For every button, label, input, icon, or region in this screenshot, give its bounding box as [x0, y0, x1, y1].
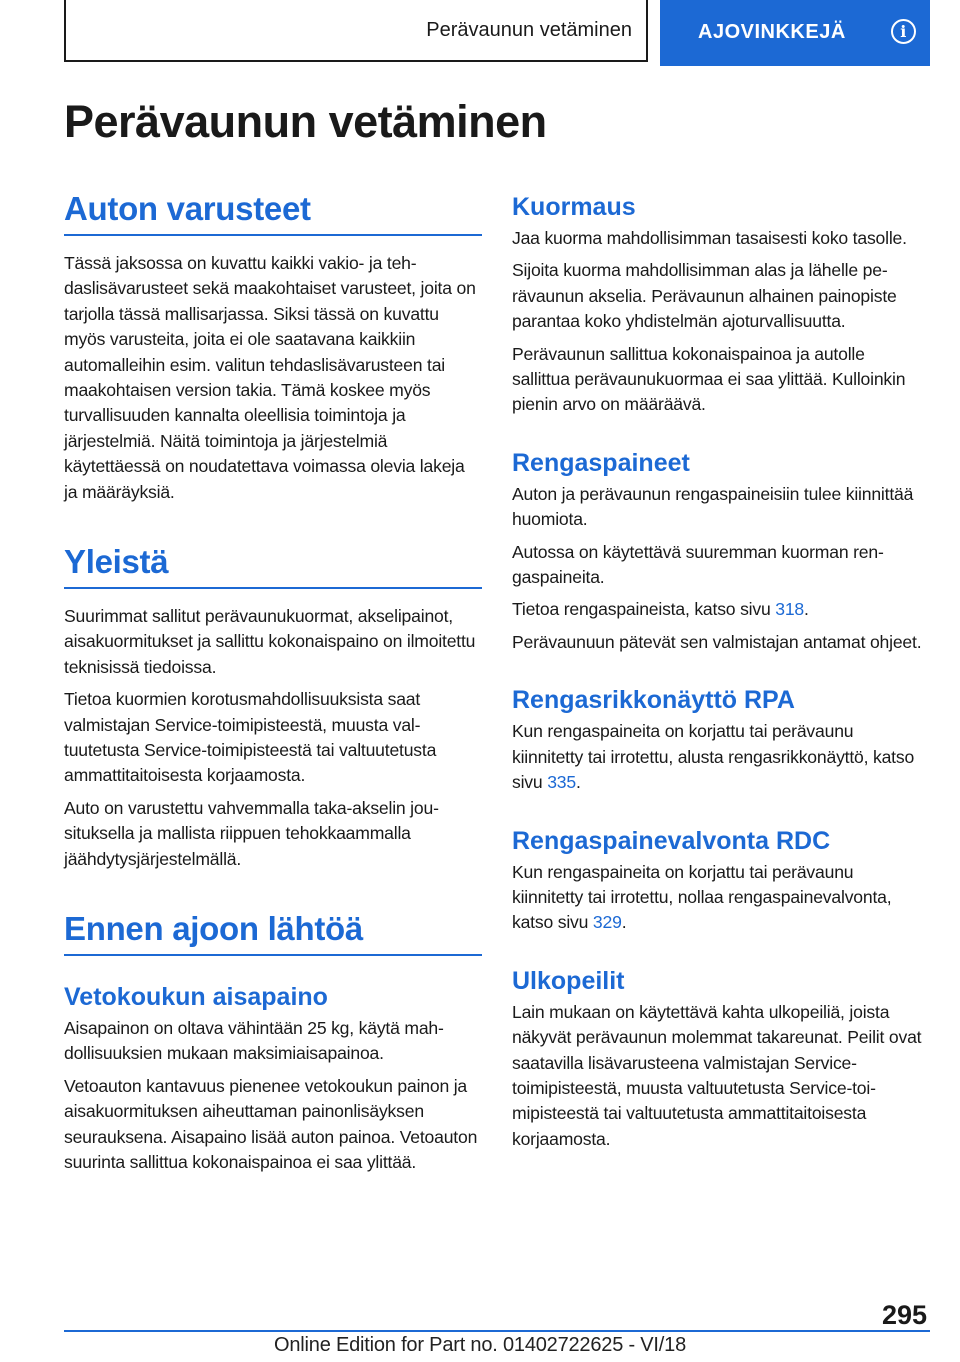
- subsection-heading: Rengaspainevalvonta RDC: [512, 826, 831, 855]
- page-link-329[interactable]: 329: [592, 912, 622, 933]
- info-icon[interactable]: i: [891, 19, 916, 44]
- section-heading: Ennen ajoon lähtöä: [64, 910, 482, 956]
- paragraph-text: Tietoa rengaspaineista, katso sivu: [512, 599, 776, 620]
- paragraph: Sijoita kuorma mahdollisimman alas ja lähelle perävaunun akselia. Perävaunun alhainen painopiste parantaa koko yhdistelmän ajoturvallisuutta.: [512, 260, 897, 332]
- paragraph-end: .: [804, 599, 809, 620]
- paragraph: Auto on varustettu vahvemmalla taka-akselin jousituksella ja mallista riippuen tehokkaammalla jäähdytysjärjestelmällä.: [64, 797, 439, 869]
- paragraph: Perävaunun sallittua kokonaispainoa ja autolle sallittua perävaunukuormaa ei saa ylittää. Kulloinkin pienin arvo on määräävä.: [512, 343, 906, 415]
- section-yleista: [64, 543, 482, 872]
- subsection-heading: Ulkopeilit: [512, 966, 625, 995]
- edition-footer: Online Edition for Part no. 01402722625 - VI/18: [274, 1334, 686, 1356]
- section-heading: Auton varusteet: [64, 190, 482, 236]
- section-auton-varusteet: [64, 190, 482, 505]
- page-link-318[interactable]: 318: [775, 599, 805, 620]
- right-column: [512, 192, 926, 1152]
- section-tab[interactable]: [64, 0, 648, 62]
- chapter-tab[interactable]: [660, 0, 930, 66]
- paragraph: Auton ja perävaunun rengaspaineisiin tulee kiinnittää huomiota.: [512, 483, 914, 530]
- paragraph: [512, 719, 926, 795]
- left-column: [64, 190, 482, 1213]
- paragraph: Suurimmat sallitut perävaunukuormat, akselipainot, aisakuormitukset ja sallittu kokonaispaino on ilmoitettu teknisissä tiedoissa.: [64, 605, 476, 677]
- page-number: 295: [881, 1300, 927, 1330]
- subsection-heading: Vetokoukun aisapaino: [64, 982, 328, 1011]
- footer-divider: [64, 1330, 930, 1332]
- paragraph-end: .: [621, 912, 627, 933]
- page-title: Perävaunun vetäminen: [64, 96, 547, 147]
- paragraph: Autossa on käytettävä suuremman kuorman rengaspaineita.: [512, 541, 884, 588]
- page-header: [64, 0, 930, 66]
- section-kuormaus: [512, 192, 926, 418]
- paragraph: Jaa kuorma mahdollisimman tasaisesti koko tasolle.: [512, 228, 907, 248]
- paragraph: [512, 597, 926, 622]
- paragraph: Perävaunuun pätevät sen valmistajan antamat ohjeet.: [512, 631, 922, 652]
- section-heading: Yleistä: [64, 543, 482, 589]
- paragraph: Aisapainon on oltava vähintään 25 kg, käytä mahdollisuuksien mukaan maksimiaisapainoa.: [64, 1017, 444, 1064]
- paragraph: Vetoauton kantavuus pienenee vetokoukun painon ja aisakuormituksen aiheuttaman painonlisäyksen seurauksena. Aisapaino lisää auton painoa. Vetoauton suurinta sallittua kokonaispainoa ei saa ylittää.: [64, 1075, 478, 1172]
- section-tab-label: Perävaunun vetäminen: [426, 19, 632, 41]
- paragraph: Tässä jaksossa on kuvattu kaikki vakio- ja tehdaslisävarusteet sekä maakohtaiset varusteet, joita on tarjolla tässä mallisarjassa. Siksi tässä on kuvattu myös varusteita, joita ei ole saatavana kaikkiin automalleihin esim. valitun tehdaslisävarusteen tai maakohtaisen version takia. Tämä koskee myös turvallisuuden kannalta oleellisia toimintoja ja järjestelmiä. Näitä toimintoja ja järjestelmiä käytettäessä on noudatettava voimassa olevia lakeja ja määräyksiä.: [64, 252, 476, 502]
- subsection-heading: Rengaspaineet: [512, 448, 690, 477]
- section-rdc: [512, 826, 926, 936]
- chapter-tab-label: AJOVINKKEJÄ: [698, 21, 846, 43]
- paragraph-end: .: [575, 772, 581, 793]
- section-rpa: [512, 685, 926, 795]
- paragraph: [512, 860, 926, 936]
- paragraph-text: Kun rengaspaineita on korjattu tai perävaunu kiinnitetty tai irrotettu, nollaa rengaspainevalvonta, katso sivu: [512, 861, 892, 933]
- paragraph-text: Kun rengaspaineita on korjattu tai perävaunu kiinnitetty tai irrotettu, alusta rengasrikkonäyttö, katso sivu: [512, 721, 915, 793]
- paragraph: Lain mukaan on käytettävä kahta ulkopeiliä, joista näkyvät perävaunun molemmat takareunat. Peilit ovat saatavilla lisävarusteena valmistajan Service-toimipisteestä, muusta valtuutetusta Service-toimipisteestä tai valtuutetusta ammattitaitoisesta korjaamosta.: [512, 1001, 922, 1149]
- subsection-heading: Rengasrikkonäyttö RPA: [512, 686, 795, 715]
- section-rengaspaineet: [512, 448, 926, 655]
- subsection-heading: Kuormaus: [512, 193, 636, 221]
- paragraph: Tietoa kuormien korotusmahdollisuuksista saat valmistajan Service-toimipisteestä, muusta valtuutetusta Service-toimipisteestä tai valtuutetusta ammattitaitoisesta korjaamosta.: [64, 689, 437, 786]
- page-link-335[interactable]: 335: [547, 772, 576, 793]
- section-ennen-ajoon-lahtoa: [64, 910, 482, 1175]
- section-ulkopeilit: [512, 966, 926, 1152]
